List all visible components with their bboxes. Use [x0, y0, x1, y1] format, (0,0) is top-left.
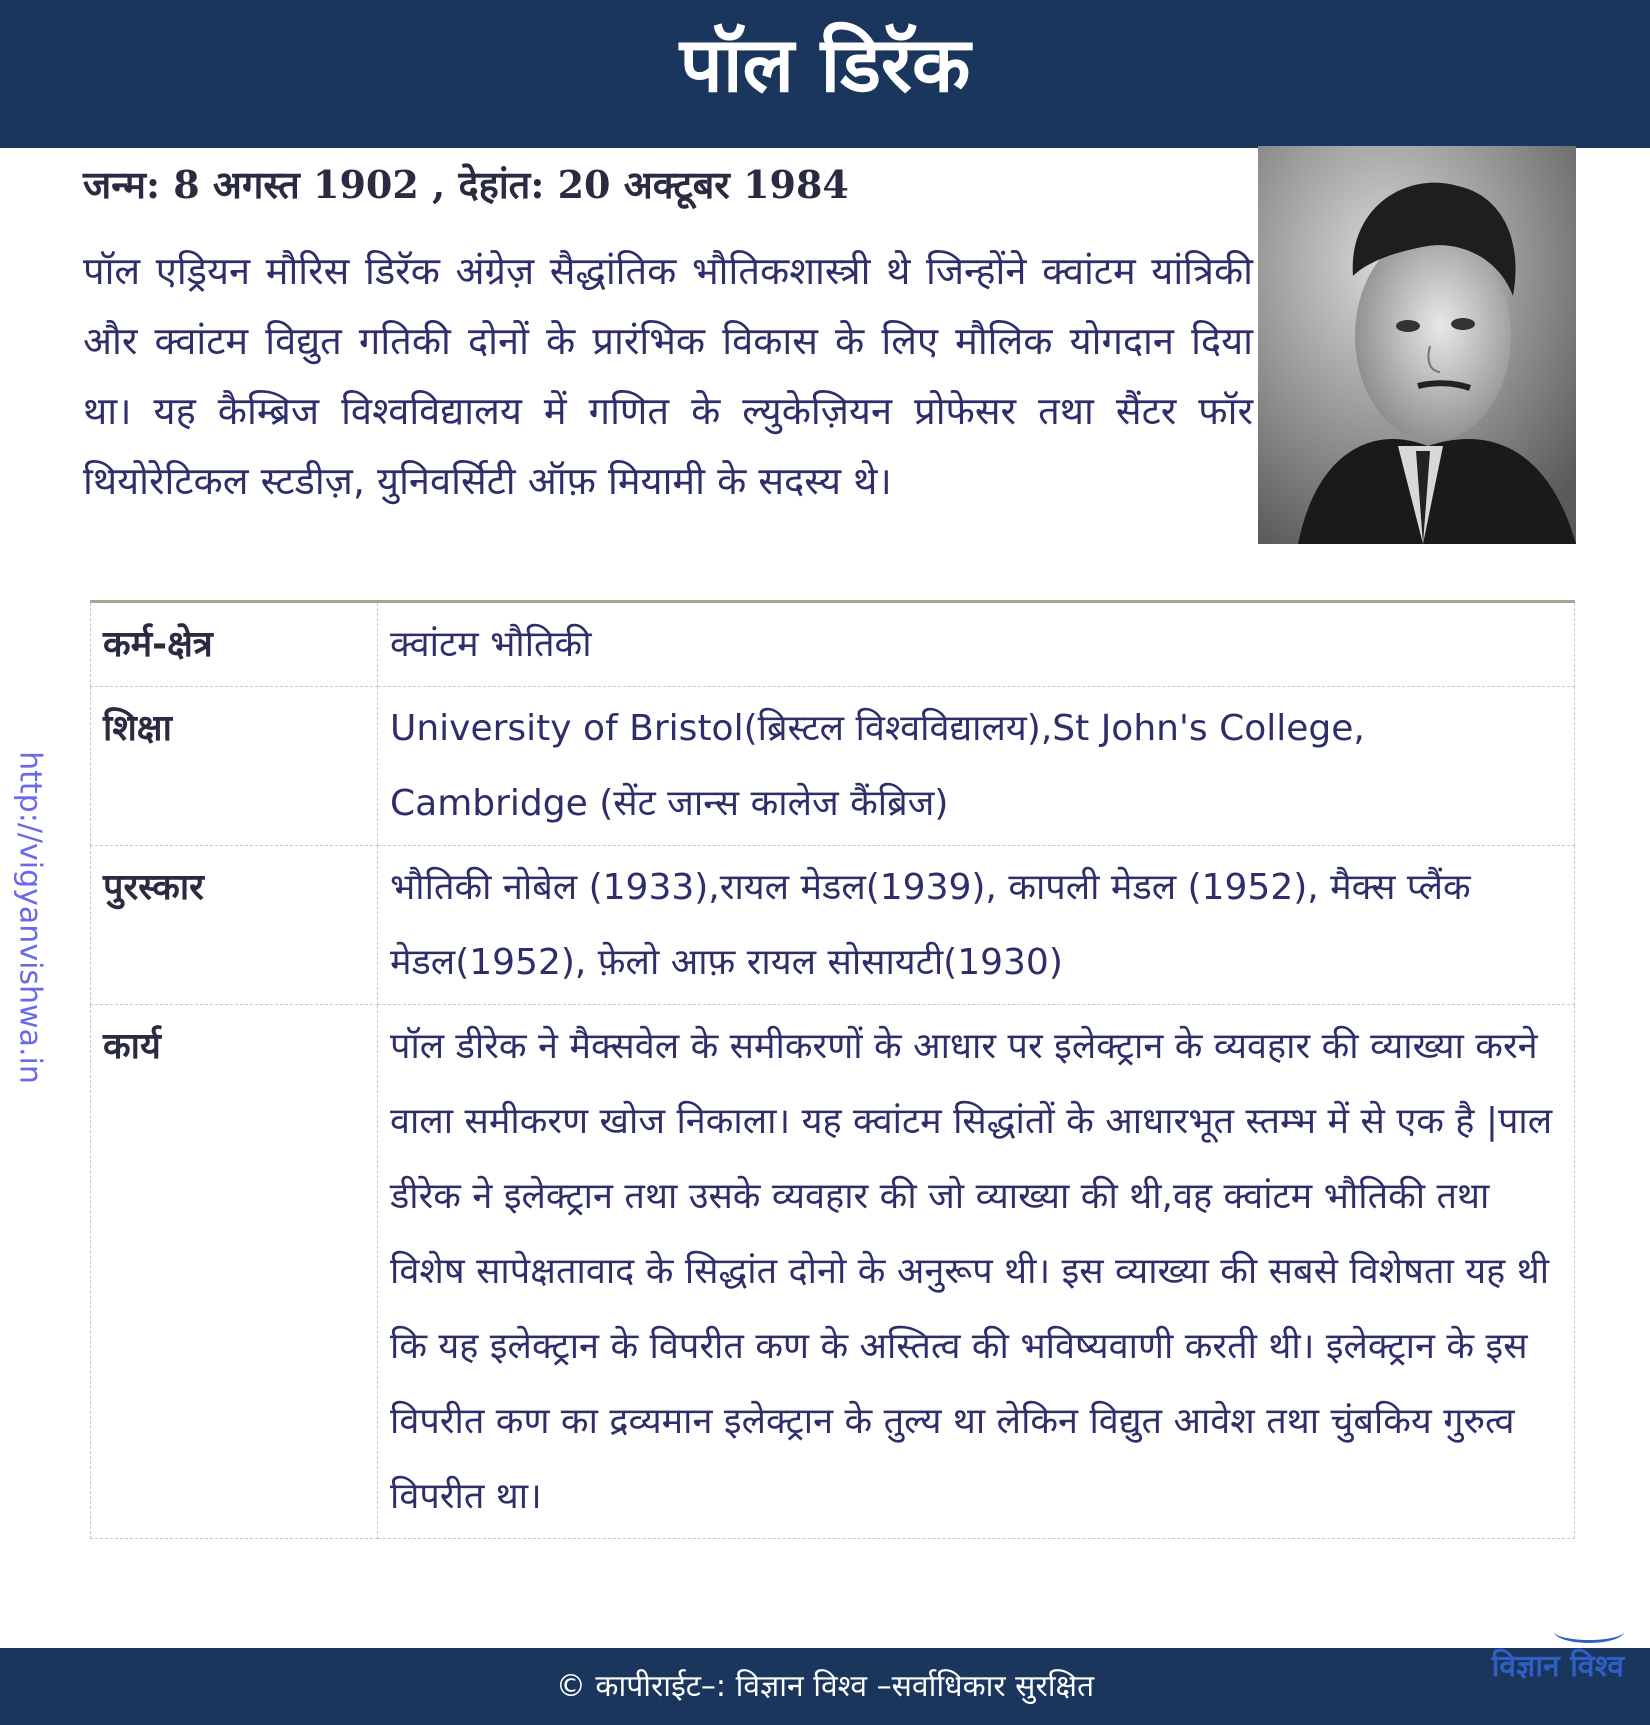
table-row: [91, 687, 1575, 846]
logo-swoosh-icon: [1554, 1620, 1624, 1643]
work-label: कार्य: [91, 1005, 378, 1539]
intro-paragraph: पॉल एड्रियन मौरिस डिरॅक अंग्रेज़ सैद्धांतिक भौतिकशास्त्री थे जिन्होंने क्वांटम यांत्रिकी और क्वांटम विद्युत गतिकी दोनों के प्रारंभिक विकास के लिए मौलिक योगदान दिया था। यह कैम्ब्रिज विश्वविद्यालय में गणित के ल्युकेज़ियन प्रोफेसर तथा सैंटर फॉर थियोरेटिकल स्टडीज़, युनिवर्सिटी ऑफ़ मियामी के सदस्य थे।: [83, 249, 1254, 503]
awards-value: भौतिकी नोबेल (1933),रायल मेडल(1939), कापली मेडल (1952), मैक्स प्लैंक मेडल(1952), फ़ेलो आफ़ रायल सोसायटी(1930): [378, 846, 1575, 1005]
birth-death-dates: जन्म: 8 अगस्त 1902 , देहांत: 20 अक्टूबर 1984: [83, 162, 849, 207]
logo-text: विज्ञान विश्व: [1491, 1649, 1624, 1684]
info-table: [90, 600, 1575, 1539]
work-value: पॉल डीरेक ने मैक्सवेल के समीकरणों के आधार पर इलेक्ट्रान के व्यवहार की व्याख्या करने वाला समीकरण खोज निकाला। यह क्वांटम सिद्धांतों के आधारभूत स्तम्भ में से एक है |पाल डीरेक ने इलेक्ट्रान तथा उसके व्यवहार की जो व्याख्या की थी,वह क्वांटम भौतिकी तथा विशेष सापेक्षतावाद के सिद्धांत दोनो के अनुरूप थी। इस व्याख्या की सबसे विशेषता यह थी कि यह इलेक्ट्रान के विपरीत कण के अस्तित्व की भविष्यवाणी करती थी। इलेक्ट्रान के इस विपरीत कण का द्रव्यमान इलेक्ट्रान के तुल्य था लेकिन विद्युत आवेश तथा चुंबकिय गुरुत्व विपरीत था।: [378, 1005, 1575, 1539]
awards-label: पुरस्कार: [91, 846, 378, 1005]
table-row: [91, 1005, 1575, 1539]
page-title: पॉल डिरॅक: [679, 20, 971, 109]
education-value: University of Bristol(ब्रिस्टल विश्वविद्यालय),St John's College, Cambridge (सेंट जान्स कालेज कैंब्रिज): [378, 687, 1575, 846]
table-row: [91, 846, 1575, 1005]
field-value: क्वांटम भौतिकी: [378, 602, 1575, 687]
education-label: शिक्षा: [91, 687, 378, 846]
title-banner: [0, 0, 1650, 148]
side-website-url[interactable]: http://vigyanvishwa.in: [12, 751, 48, 1084]
field-label: कर्म-क्षेत्र: [91, 602, 378, 687]
copyright-text: © कापीराईट–: विज्ञान विश्व –सर्वाधिकार सुरक्षित: [555, 1669, 1095, 1704]
portrait-photo: [1258, 146, 1576, 544]
table-row: [91, 602, 1575, 687]
footer-bar: [0, 1648, 1650, 1725]
